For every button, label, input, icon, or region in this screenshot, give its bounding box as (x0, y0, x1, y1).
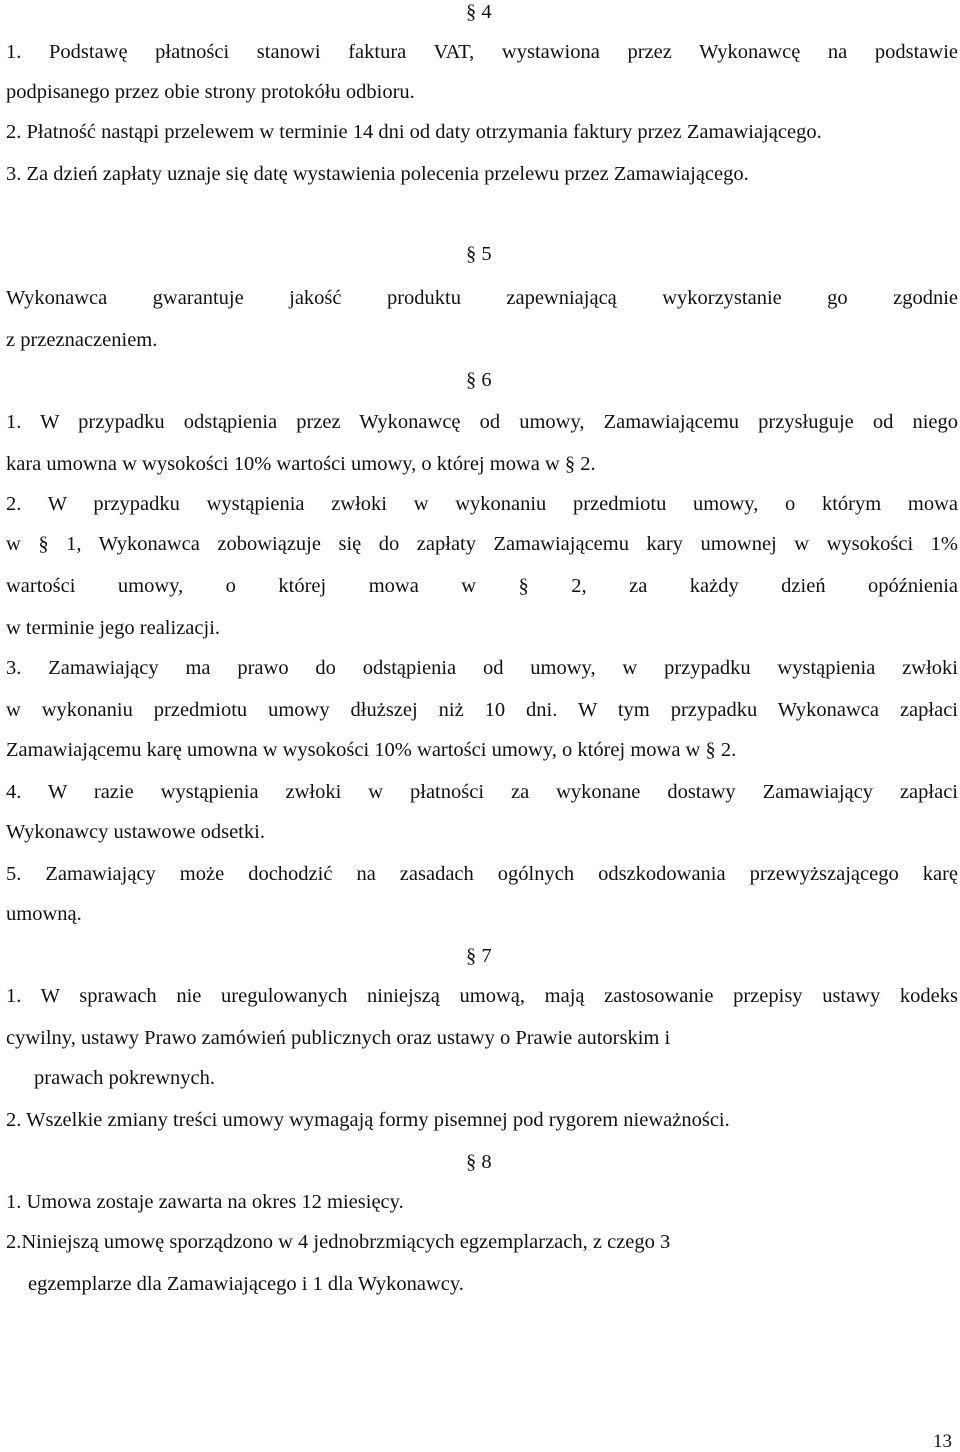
section-5-heading: § 5 (466, 243, 492, 265)
section-6-paragraph-1-line-1: 1. W przypadku odstąpienia przez Wykonawcę od umowy, Zamawiającemu przysługuje od niego (6, 411, 958, 433)
section-8-paragraph-2-line-2: egzemplarze dla Zamawiającego i 1 dla Wykonawcy. (28, 1273, 464, 1295)
section-6-paragraph-5-line-2: umowną. (6, 903, 82, 925)
section-6-paragraph-3-line-3: Zamawiającemu karę umowna w wysokości 10% wartości umowy, o której mowa w § 2. (6, 739, 737, 761)
section-8-paragraph-1: 1. Umowa zostaje zawarta na okres 12 miesięcy. (6, 1191, 404, 1213)
section-4-paragraph-2: 2. Płatność nastąpi przelewem w terminie 14 dni od daty otrzymania faktury przez Zamawiającego. (6, 121, 822, 143)
section-4-paragraph-1-line-2: podpisanego przez obie strony protokółu odbioru. (6, 81, 415, 103)
section-6-paragraph-2-line-3: wartości umowy, o której mowa w § 2, za każdy dzień opóźnienia (6, 575, 958, 597)
section-7-paragraph-2: 2. Wszelkie zmiany treści umowy wymagają formy pisemnej pod rygorem nieważności. (6, 1109, 730, 1131)
section-7-paragraph-1-line-1: 1. W sprawach nie uregulowanych niniejszą umową, mają zastosowanie przepisy ustawy kodeks (6, 985, 958, 1007)
section-6-paragraph-1-line-2: kara umowna w wysokości 10% wartości umowy, o której mowa w § 2. (6, 453, 596, 475)
section-6-paragraph-4-line-1: 4. W razie wystąpienia zwłoki w płatności za wykonane dostawy Zamawiający zapłaci (6, 781, 958, 803)
section-6-paragraph-2-line-1: 2. W przypadku wystąpienia zwłoki w wykonaniu przedmiotu umowy, o którym mowa (6, 493, 958, 515)
section-6-paragraph-5-line-1: 5. Zamawiający może dochodzić na zasadach ogólnych odszkodowania przewyższającego karę (6, 863, 958, 885)
section-4-paragraph-1-line-1: 1. Podstawę płatności stanowi faktura VAT, wystawiona przez Wykonawcę na podstawie (6, 41, 958, 63)
section-6-heading: § 6 (466, 369, 492, 391)
section-6-paragraph-4-line-2: Wykonawcy ustawowe odsetki. (6, 821, 265, 843)
page-number: 13 (933, 1431, 952, 1452)
section-5-paragraph-line-2: z przeznaczeniem. (6, 329, 158, 351)
section-7-heading: § 7 (466, 945, 492, 967)
section-7-paragraph-1-line-3: prawach pokrewnych. (34, 1067, 216, 1089)
section-8-paragraph-2-line-1: 2.Niniejszą umowę sporządzono w 4 jednobrzmiących egzemplarzach, z czego 3 (6, 1231, 671, 1253)
section-6-paragraph-3-line-1: 3. Zamawiający ma prawo do odstąpienia od umowy, w przypadku wystąpienia zwłoki (6, 657, 958, 679)
section-6-paragraph-2-line-2: w § 1, Wykonawca zobowiązuje się do zapłaty Zamawiającemu kary umownej w wysokości 1% (6, 533, 958, 555)
section-5-paragraph-line-1: Wykonawca gwarantuje jakość produktu zapewniającą wykorzystanie go zgodnie (6, 287, 958, 309)
section-4-paragraph-3: 3. Za dzień zapłaty uznaje się datę wystawienia polecenia przelewu przez Zamawiającego. (6, 163, 749, 185)
section-7-paragraph-1-line-2: cywilny, ustawy Prawo zamówień publicznych oraz ustawy o Prawie autorskim i (6, 1027, 671, 1049)
section-8-heading: § 8 (466, 1151, 492, 1173)
section-6-paragraph-3-line-2: w wykonaniu przedmiotu umowy dłuższej niż 10 dni. W tym przypadku Wykonawca zapłaci (6, 699, 958, 721)
section-4-heading: § 4 (466, 1, 492, 23)
section-6-paragraph-2-line-4: w terminie jego realizacji. (6, 617, 221, 639)
